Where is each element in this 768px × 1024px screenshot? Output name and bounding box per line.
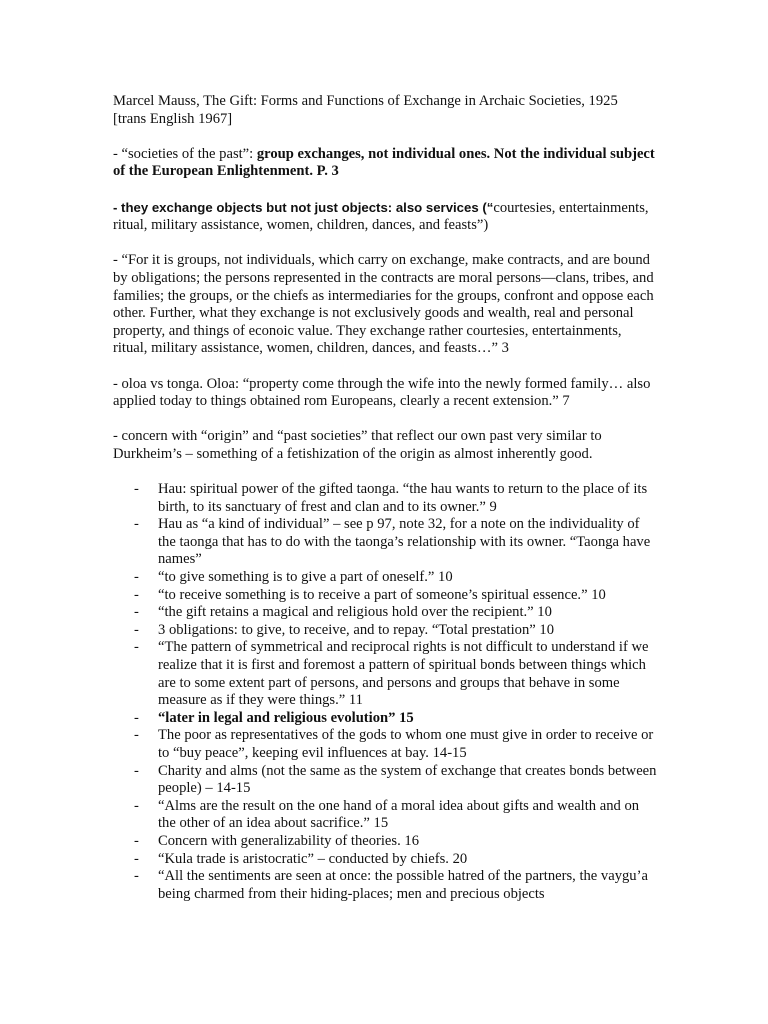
paragraph-exchange-objects (113, 199, 658, 235)
list-item (113, 763, 658, 798)
list-item (113, 604, 658, 622)
list-item (113, 868, 658, 903)
list-dash: - (134, 621, 139, 638)
list-item-text: “to receive something is to receive a part of someone’s spiritual essence.” 10 (158, 586, 606, 603)
list-item (113, 516, 658, 569)
list-dash: - (134, 604, 139, 621)
list-dash: - (134, 569, 139, 586)
paragraph-origin-concern: - concern with “origin” and “past societies” that reflect our own past very similar to Durkheim’s – something of a fetishization of the origin as almost inherently good. (113, 428, 602, 462)
list-item (113, 587, 658, 605)
list-item-text: Hau: spiritual power of the gifted taonga. “the hau wants to return to the place of its birth, to its sanctuary of frest and clan and to its owner.” 9 (158, 481, 648, 515)
list-dash: - (134, 639, 139, 656)
list-dash: - (134, 727, 139, 744)
list-item (113, 833, 658, 851)
list-item-text: Charity and alms (not the same as the system of exchange that creates bonds between people) – 14-15 (158, 762, 657, 797)
list-dash: - (134, 868, 139, 885)
title-line-1: Marcel Mauss, The Gift: Forms and Functions of Exchange in Archaic Societies, 1925 (113, 93, 618, 109)
list-dash: - (134, 797, 139, 814)
list-dash: - (134, 832, 139, 849)
list-item-text-bold: “later in legal and religious evolution” 15 (158, 709, 414, 726)
paragraph-1-plain: - “societies of the past”: (113, 145, 257, 162)
list-item (113, 622, 658, 640)
paragraph-groups-quote: - “For it is groups, not individuals, which carry on exchange, make contracts, and are bound by obligations; the persons represented in the contracts are moral persons—clans, tribes, and families; the groups, or the chiefs as intermediaries for the groups, confront and oppose each other. Further, what they exchange is not exclusively goods and wealth, real and personal property, and things of econoic value. They exchange rather courtesies, entertainments, ritual, military assistance, women, children, dances, and feasts…” 3 (113, 252, 654, 357)
list-dash: - (134, 850, 139, 867)
list-item-text: “Alms are the result on the one hand of a moral idea about gifts and wealth and on the other of an idea about sacrifice.” 15 (158, 797, 640, 832)
list-item-text: 3 obligations: to give, to receive, and to repay. “Total prestation” 10 (158, 621, 554, 638)
list-item-text: “All the sentiments are seen at once: the possible hatred of the partners, the vaygu’a being charmed from their hiding-places; men and precious objects (158, 868, 648, 902)
list-item (113, 569, 658, 587)
list-item-text: Hau as “a kind of individual” – see p 97, note 32, for a note on the individuality of the taonga that has to do with the taonga’s relationship with its owner. “Taonga have names” (158, 516, 651, 568)
list-item (113, 710, 658, 728)
paragraph-2-bold: - they exchange objects but not just objects: also services (“ (113, 199, 494, 215)
list-item-text: “to give something is to give a part of oneself.” 10 (158, 569, 453, 586)
list-item (113, 639, 658, 709)
paragraph-1-bold: group exchanges, not individual ones. Not the individual subject of the European Enlightenment. P. 3 (113, 145, 655, 180)
list-dash: - (134, 762, 139, 779)
list-dash: - (134, 516, 139, 533)
document-title (113, 93, 658, 128)
paragraph-oloa-tonga: - oloa vs tonga. Oloa: “property come through the wife into the newly formed family… also applied today to things obtained rom Europeans, clearly a recent extension.” 7 (113, 375, 651, 410)
list-item-text: The poor as representatives of the gods to whom one must give in order to receive or to “buy peace”, keeping evil influences at bay. 14-15 (158, 727, 654, 761)
title-line-2: [trans English 1967] (113, 110, 233, 127)
paragraph-societies-of-the-past (113, 146, 658, 181)
list-item (113, 798, 658, 833)
list-item-text: Concern with generalizability of theories. 16 (158, 832, 419, 849)
list-dash: - (134, 586, 139, 603)
list-item-text: “the gift retains a magical and religious hold over the recipient.” 10 (158, 604, 552, 621)
list-dash: - (134, 481, 139, 498)
list-item-text: “Kula trade is aristocratic” – conducted by chiefs. 20 (158, 850, 468, 867)
list-item-text: “The pattern of symmetrical and reciprocal rights is not difficult to understand if we realize that it is first and foremost a pattern of spiritual bonds between things which are to some extent part of persons, and persons and groups that behave in some measure as if they were things.” 11 (158, 639, 649, 709)
document-page (113, 93, 658, 903)
notes-list (113, 481, 658, 903)
list-item (113, 481, 658, 516)
list-item (113, 727, 658, 762)
paragraph-2-plain: courtesies, entertainments, ritual, military assistance, women, children, dances, and feasts”) (113, 199, 649, 234)
list-item (113, 851, 658, 869)
list-dash: - (134, 709, 139, 726)
